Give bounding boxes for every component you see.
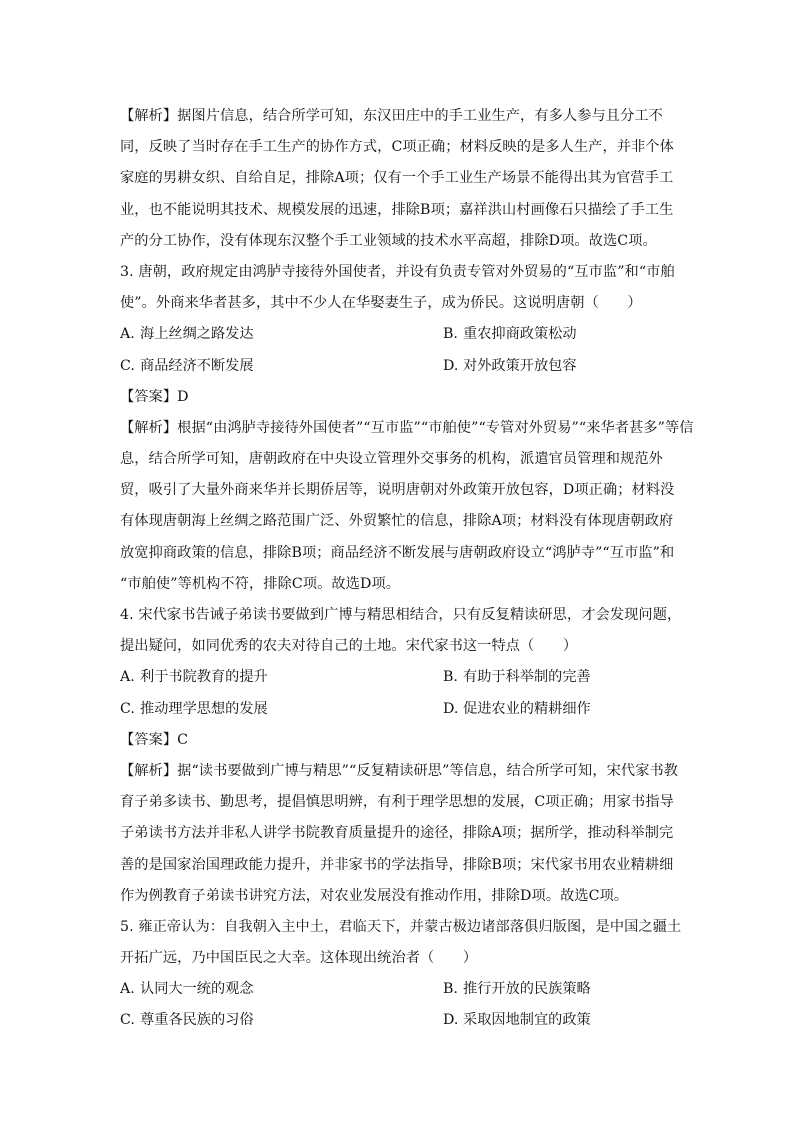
text-line: 贸，吸引了大量外商来华并长期侨居等，说明唐朝对外政策开放包容，D项正确；材料没 bbox=[120, 482, 675, 499]
answer-line: 【答案】C bbox=[120, 731, 189, 748]
text-line: 同，反映了当时存在手工生产的协作方式，C项正确；材料反映的是多人生产，并非个体 bbox=[120, 139, 674, 156]
text-line: 有体现唐朝海上丝绸之路范围广泛、外贸繁忙的信息，排除A项；材料没有体现唐朝政府 bbox=[120, 513, 674, 530]
option-text: 采取因地制宜的政策 bbox=[463, 1012, 591, 1029]
question-3 bbox=[120, 257, 680, 319]
option-key: C. bbox=[120, 700, 135, 717]
options-row bbox=[120, 319, 680, 350]
option-text: 重农抑商政策松动 bbox=[463, 326, 577, 343]
text-line: 家庭的男耕女织、自给自足，排除A项；仅有一个手工业生产场景不能得出其为官营手工 bbox=[120, 170, 674, 187]
analysis-paragraph bbox=[120, 101, 680, 257]
option-key: C. bbox=[120, 357, 135, 374]
option-text: 促进农业的精耕细作 bbox=[463, 700, 591, 717]
option-c bbox=[120, 694, 443, 725]
text-line: “市舶使”等机构不符，排除C项。故选D项。 bbox=[120, 575, 401, 592]
analysis-paragraph bbox=[120, 413, 694, 600]
text-line: 5. 雍正帝认为：自我朝入主中土，君临天下，并蒙古极边诸部落俱归版图，是中国之疆土 bbox=[120, 918, 682, 935]
options-row bbox=[120, 1005, 680, 1036]
option-key: D. bbox=[443, 1012, 459, 1029]
option-text: 推动理学思想的发展 bbox=[140, 700, 268, 717]
text-line: 子弟读书方法并非私人讲学书院教育质量提升的途径，排除A项；据所学，推动科举制完 bbox=[120, 825, 674, 842]
option-c bbox=[120, 1005, 443, 1036]
option-key: D. bbox=[443, 700, 459, 717]
question-4 bbox=[120, 600, 680, 662]
option-key: D. bbox=[443, 357, 459, 374]
text-line: 息，结合所学可知，唐朝政府在中央设立管理外交事务的机构，派遣官员管理和规范外 bbox=[120, 451, 663, 468]
option-text: 认同大一统的观念 bbox=[140, 981, 254, 998]
text-line: 育子弟多读书、勤思考，提倡慎思明辨，有利于理学思想的发展，C项正确；用家书指导 bbox=[120, 794, 674, 811]
text-line: 3. 唐朝，政府规定由鸿胪寺接待外国使者，并设有负责专管对外贸易的“互市监”和“市舶 bbox=[120, 263, 675, 280]
options-row bbox=[120, 662, 680, 693]
option-a bbox=[120, 319, 443, 350]
option-key: B. bbox=[443, 669, 458, 686]
option-d bbox=[443, 694, 591, 725]
option-key: B. bbox=[443, 981, 458, 998]
option-key: C. bbox=[120, 1012, 135, 1029]
option-text: 海上丝绸之路发达 bbox=[140, 326, 254, 343]
option-text: 推行开放的民族策略 bbox=[463, 981, 591, 998]
option-text: 利于书院教育的提升 bbox=[140, 669, 268, 686]
options-row bbox=[120, 351, 680, 382]
text-line: 产的分工协作，没有体现东汉整个手工业领域的技术水平高超，排除D项。故选C项。 bbox=[120, 232, 657, 249]
option-d bbox=[443, 351, 577, 382]
text-line: 【解析】据图片信息，结合所学可知，东汉田庄中的手工业生产，有多人参与且分工不 bbox=[120, 108, 663, 124]
option-b bbox=[443, 662, 591, 693]
option-key: A. bbox=[120, 326, 135, 343]
text-line: 提出疑问，如同优秀的农夫对待自己的土地。宋代家书这一特点（ ） bbox=[120, 638, 578, 655]
analysis-paragraph bbox=[120, 756, 680, 912]
options-row bbox=[120, 694, 680, 725]
options-row bbox=[120, 974, 680, 1005]
text-line: 作为例教育子弟读书讲究方法，对农业发展没有推动作用，排除D项。故选C项。 bbox=[120, 887, 629, 904]
option-text: 对外政策开放包容 bbox=[463, 357, 577, 374]
answer-line: 【答案】D bbox=[120, 388, 189, 405]
option-d bbox=[443, 1005, 591, 1036]
document-page bbox=[120, 101, 694, 1037]
text-line: 善的是国家治国理政能力提升，并非家书的学法指导，排除B项；宋代家书用农业精耕细 bbox=[120, 856, 674, 873]
option-b bbox=[443, 974, 591, 1005]
text-line: 【解析】根据“由鸿胪寺接待外国使者”“互市监”“市舶使”“专管对外贸易”“来华者甚多”等信 bbox=[120, 419, 694, 436]
option-text: 尊重各民族的习俗 bbox=[140, 1012, 254, 1029]
option-b bbox=[443, 319, 577, 350]
text-line: 业，也不能说明其技术、规模发展的迅速，排除B项；嘉祥洪山村画像石只描绘了手工生 bbox=[120, 201, 674, 218]
option-text: 商品经济不断发展 bbox=[140, 357, 254, 374]
text-line: 使”。外商来华者甚多，其中不少人在华娶妻生子，成为侨民。这说明唐朝（ ） bbox=[120, 295, 642, 312]
text-line: 开拓广远，乃中国臣民之大幸。这体现出统治者（ ） bbox=[120, 950, 478, 967]
option-a bbox=[120, 662, 443, 693]
option-text: 有助于科举制的完善 bbox=[463, 669, 591, 686]
option-key: A. bbox=[120, 669, 135, 686]
text-line: 4. 宋代家书告诫子弟读书要做到广博与精思相结合，只有反复精读研思，才会发现问题， bbox=[120, 607, 682, 623]
option-c bbox=[120, 351, 443, 382]
question-5 bbox=[120, 912, 680, 974]
option-key: B. bbox=[443, 326, 458, 343]
text-line: 放宽抑商政策的信息，排除B项；商品经济不断发展与唐朝政府设立“鸿胪寺”“互市监”和 bbox=[120, 544, 675, 561]
option-a bbox=[120, 974, 443, 1005]
option-key: A. bbox=[120, 981, 135, 998]
text-line: 【解析】据“读书要做到广博与精思”“反复精读研思”等信息，结合所学可知，宋代家书教 bbox=[120, 762, 679, 779]
